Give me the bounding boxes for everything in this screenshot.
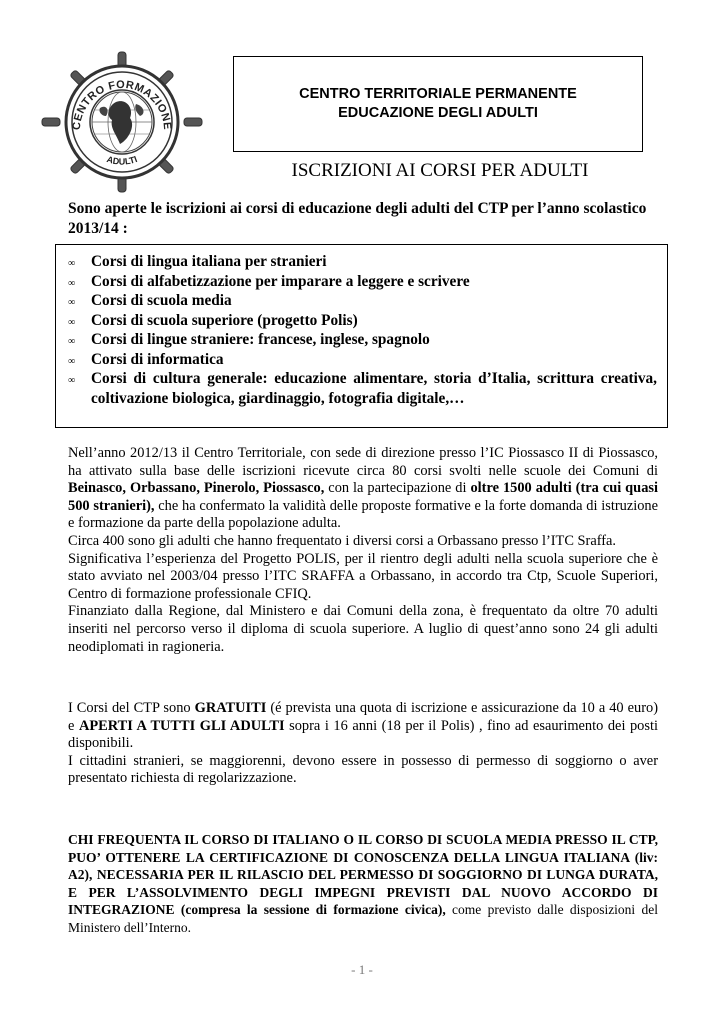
body-block-1 — [68, 445, 658, 656]
paragraph-orbassano: Circa 400 sono gli adulti che hanno frequentato i diversi corsi a Orbassano presso l’ITC Sraffa. — [68, 532, 617, 549]
list-item: ∞ Corsi di cultura generale: educazione alimentare, storia d’Italia, scrittura creativa, coltivazione biologica, giardinaggio, fotografia digitale,… — [68, 370, 657, 407]
intro-text: Sono aperte le iscrizioni ai corsi di educazione degli adulti del CTP per l’anno scolastico 2013/14 : — [68, 200, 647, 237]
paragraph-polis: Significativa l’esperienza del Progetto POLIS, per il rientro degli adulti nella scuola superiore che è stato avviato nel 2003/04 presso l’ITC SRAFFA a Orbassano, in accordo tra Ctp, Scuole Superiori, Centro di formazione professionale CFIQ. — [68, 550, 658, 602]
paragraph-foreigners: I cittadini stranieri, se maggiorenni, devono essere in possesso di permesso di soggiorno o aver presentato richiesta di regolarizzazione. — [68, 752, 658, 787]
infinity-bullet-icon: ∞ — [68, 277, 76, 289]
header-line-1: CENTRO TERRITORIALE PERMANENTE — [299, 86, 577, 102]
paragraph-funding: Finanziato dalla Regione, dal Ministero e dai Comuni della zona, è frequentato da oltre 70 adulti inseriti nel percorso verso il diploma di scuola superiore. A luglio di quest’anno sono 24 gli adulti neodiplomati in ragioneria. — [68, 603, 658, 655]
header-line-2: EDUCAZIONE DEGLI ADULTI — [338, 105, 538, 121]
certification-notice: CHI FREQUENTA IL CORSO DI ITALIANO O IL CORSO DI SCUOLA MEDIA PRESSO IL CTP, PUO’ OTTENERE LA CERTIFICAZIONE DI CONOSCENZA DELLA LINGUA ITALIANA (liv: A2), NECESSARIA PER IL RILASCIO DEL PERMESSO DI SOGGIORNO DI LUNGA DURATA, E PER L’ASSOLVIMENTO DEGLI IMPEGNI PREVISTI DAL NUOVO ACCORDO DI INTEGRAZIONE (compresa la sessione di formazione civica), come previsto dalle disposizioni del Ministero dell’Interno. — [68, 832, 658, 935]
paragraph-activity: Nell’anno 2012/13 il Centro Territoriale, con sede di direzione presso l’IC Piossasco II di Piossasco, ha attivato sulla base delle iscrizioni ricevute circa 80 corsi svolti nelle scuole dei Comuni di Beinasco, Orbassano, Pinerolo, Piossasco, con la partecipazione di oltre 1500 adulti (tra cui quasi 500 stranieri), che ha confermato la validità delle proposte formative e la forte domanda di istruzione e formazione da parte della popolazione adulta. — [68, 445, 658, 532]
list-item: ∞ Corsi di lingue straniere: francese, inglese, spagnolo — [66, 330, 657, 350]
course-list — [66, 252, 657, 408]
infinity-bullet-icon: ∞ — [68, 375, 76, 386]
list-item: ∞ Corsi di scuola superiore (progetto Polis) — [66, 311, 657, 331]
paragraph-free-courses: I Corsi del CTP sono GRATUITI (é prevista una quota di iscrizione e assicurazione da 10 a 40 euro) e APERTI A TUTTI GLI ADULTI sopra i 16 anni (18 per il Polis) , fino ad esaurimento dei posti disponibili. — [68, 700, 658, 752]
list-item: ∞ Corsi di scuola media — [66, 291, 657, 311]
centro-formazione-logo — [40, 50, 205, 195]
page-title: ISCRIZIONI AI CORSI PER ADULTI — [291, 160, 589, 181]
header-box — [233, 56, 643, 152]
list-item: ∞ Corsi di alfabetizzazione per imparare a leggere e scrivere — [66, 272, 657, 292]
infinity-bullet-icon: ∞ — [68, 336, 76, 347]
svg-text:CENTRO FORMAZIONE: CENTRO FORMAZIONE — [70, 78, 174, 131]
body-block-2 — [68, 700, 658, 788]
list-item: ∞ Corsi di informatica — [66, 350, 657, 370]
infinity-bullet-icon: ∞ — [68, 355, 76, 367]
page-number: - 1 - — [351, 962, 373, 977]
svg-text:ADULTI: ADULTI — [105, 154, 139, 167]
course-list-box — [55, 244, 668, 428]
infinity-bullet-icon: ∞ — [68, 297, 76, 308]
infinity-bullet-icon: ∞ — [68, 258, 76, 269]
infinity-bullet-icon: ∞ — [68, 316, 76, 328]
list-item: ∞ Corsi di lingua italiana per stranieri — [66, 252, 657, 272]
